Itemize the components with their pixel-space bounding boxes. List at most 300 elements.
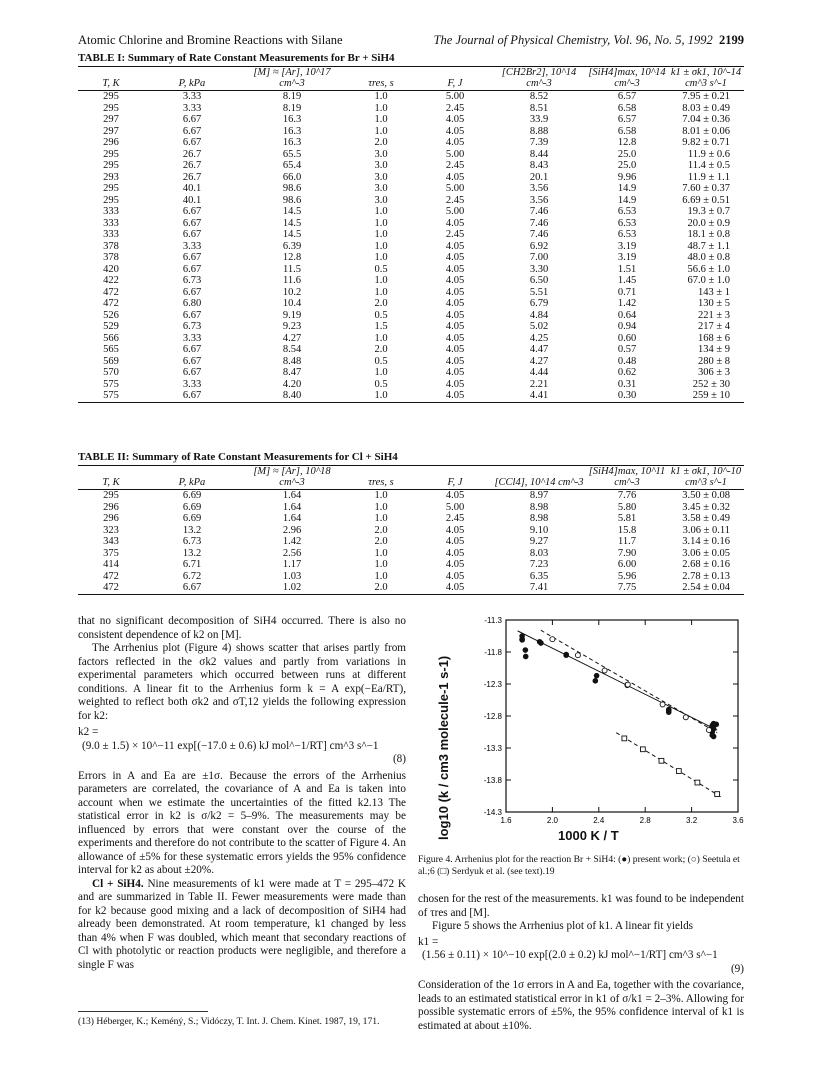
table-cell: 9.96 (617, 171, 637, 183)
table-cell: 6.73 (182, 321, 202, 332)
table-cell: 11.9 ± 0.6 (687, 148, 730, 160)
table2-col-sih4: [SiH4]max, 10^11 cm^-3 (586, 466, 668, 490)
table-cell: 4.84 (529, 309, 549, 321)
data-point-seetula (625, 682, 630, 687)
table-cell: 8.98 (529, 501, 549, 513)
table-row (78, 367, 744, 379)
table-cell: 4.47 (529, 344, 549, 355)
table-cell: 168 ± 6 (697, 332, 730, 344)
table-cell: 4.05 (445, 570, 465, 582)
table-cell: 295 (103, 183, 119, 194)
table-cell: 4.05 (445, 298, 465, 309)
table-cell: 143 ± 1 (697, 286, 730, 298)
table-cell: 1.5 (374, 321, 388, 332)
paragraph: Errors in A and Ea are ±1σ. Because the errors of the Arrhenius parameters are correlated, the covariance of A and Ea is taken into account when we estimate the uncertainties of the fitted k2.13 The statistical error in k2 is σ/k2 = 5–9%. The measurements may be influenced by errors that were constant over the course of the experiments and therefore do not contribute to the scatter of Figure 4. An allowance of ±5% for these systematic errors yields the 95% confidence interval for k2 as about ±20%. (78, 769, 406, 876)
table-cell: 343 (103, 536, 119, 547)
table-cell: 2.45 (445, 229, 465, 240)
y-tick-label: -13.3 (483, 744, 502, 753)
table-cell: 323 (103, 524, 119, 536)
y-tick-label: -11.3 (484, 616, 502, 625)
table1-col-tau: τres, s (344, 67, 418, 91)
table-cell: 11.4 ± 0.5 (687, 160, 730, 171)
table-cell: 7.00 (529, 252, 549, 263)
table-cell: 295 (103, 160, 119, 171)
table-cell: 6.50 (529, 275, 549, 286)
table-row (78, 103, 744, 115)
figure-4-caption: Figure 4. Arrhenius plot for the reaction Br + SiH4: (●) present work; (○) Seetula et al.;6 (□) Serdyuk et al. (see text).19 (418, 854, 740, 877)
table-cell: 4.05 (445, 263, 465, 275)
table-cell: 6.67 (182, 125, 202, 137)
table-cell: 20.0 ± 0.9 (687, 217, 730, 229)
table-cell: 378 (103, 252, 119, 263)
table-cell: 26.7 (182, 148, 202, 160)
table-cell: 3.0 (374, 194, 388, 206)
table-cell: 16.3 (282, 125, 302, 137)
table-cell: 2.45 (445, 513, 465, 524)
table-cell: 1.64 (282, 501, 302, 513)
y-tick-label: -13.8 (483, 776, 502, 785)
table-cell: 6.57 (617, 91, 637, 102)
table-cell: 8.51 (529, 102, 549, 114)
table-cell: 66.0 (282, 171, 302, 183)
left-column (78, 615, 406, 972)
table-cell: 4.05 (445, 114, 465, 125)
table-row (78, 195, 744, 207)
paragraph: Consideration of the 1σ errors in A and Ea, together with the covariance, leads to an estimated statistical error in k1 of σ/k1 = 2–3%. Allowing for possible systematic errors of ±5%, the 95% confidence interval of k1 is estimated at about ±10%. (418, 979, 744, 1032)
table-cell: 4.05 (445, 559, 465, 570)
table-cell: 6.73 (182, 536, 202, 547)
table-cell: 2.0 (344, 582, 418, 594)
table-cell: 14.5 (282, 206, 302, 217)
table-cell: 3.06 ± 0.11 (682, 524, 730, 536)
table-row (78, 149, 744, 161)
table-cell: 4.05 (445, 309, 465, 321)
table-cell: 529 (103, 321, 119, 332)
table-cell: 569 (103, 355, 119, 367)
y-tick-label: -14.3 (483, 808, 502, 817)
table-cell: 296 (103, 513, 119, 524)
equation-8: (9.0 ± 1.5) × 10^−11 exp[(−17.0 ± 0.6) kJ mol^−1/RT] cm^3 s^−1 (82, 739, 379, 752)
table-cell: 422 (103, 275, 119, 286)
y-tick-label: -12.8 (483, 712, 502, 721)
table-cell: 40.1 (182, 183, 202, 194)
table2-col-m: [M] ≈ [Ar], 10^18 cm^-3 (240, 466, 344, 490)
table-cell: 3.19 (617, 240, 637, 252)
table-cell: 2.68 ± 0.16 (682, 559, 730, 570)
right-column (418, 893, 744, 1033)
table-cell: 6.80 (182, 298, 202, 309)
fit-line (616, 733, 720, 797)
table-cell: 333 (103, 206, 119, 217)
table-cell: 7.39 (529, 137, 549, 148)
table-cell: 6.53 (617, 217, 637, 229)
table-cell: 4.05 (445, 536, 465, 547)
table-cell: 33.9 (529, 114, 549, 125)
table-cell: 252 ± 30 (692, 378, 730, 390)
table-cell: 6.00 (617, 559, 637, 570)
table-cell: 98.6 (282, 183, 302, 194)
table-cell: 1.0 (374, 367, 388, 378)
table-cell: 3.0 (374, 160, 388, 171)
table-cell: 4.05 (445, 524, 465, 536)
table-cell: 4.05 (445, 275, 465, 286)
table-cell: 1.0 (374, 240, 388, 252)
table-cell: 333 (103, 229, 119, 240)
table-cell: 4.05 (445, 378, 465, 390)
table-cell: 8.01 ± 0.06 (682, 125, 730, 137)
table-cell: 3.56 (529, 194, 549, 206)
table-cell: 2.56 (282, 547, 302, 559)
table-cell: 2.54 ± 0.04 (668, 582, 744, 594)
footnote-rule (78, 1011, 208, 1012)
running-header-right (418, 33, 744, 48)
table2-caption: TABLE II: Summary of Rate Constant Measurements for Cl + SiH4 (78, 451, 398, 463)
table-cell: 6.67 (182, 286, 202, 298)
table-cell: 11.9 ± 1.1 (687, 171, 730, 183)
table-row (78, 183, 744, 195)
table-cell: 1.0 (374, 559, 388, 570)
table-cell: 6.71 (182, 559, 202, 570)
table-cell: 6.67 (182, 137, 202, 148)
data-point-present-work (563, 652, 569, 658)
table-cell: 575 (78, 390, 144, 402)
table-row (78, 490, 744, 502)
table1-col-m: [M] ≈ [Ar], 10^17 cm^-3 (240, 67, 344, 91)
table-cell: 6.72 (182, 570, 202, 582)
table-cell: 1.02 (240, 582, 344, 594)
page-number: 2199 (719, 33, 744, 47)
table-cell: 6.67 (182, 344, 202, 355)
table-cell: 7.76 (617, 490, 637, 501)
table-cell: 11.7 (618, 536, 636, 547)
table-cell: 5.96 (617, 570, 637, 582)
table-cell: 1.0 (374, 114, 388, 125)
table-cell: 6.67 (182, 252, 202, 263)
table-cell: 25.0 (617, 160, 637, 171)
table-cell: 11.6 (283, 275, 301, 286)
table-cell: 4.05 (445, 321, 465, 332)
table-cell: 10.4 (282, 298, 302, 309)
table-cell: 293 (103, 171, 119, 183)
table1-caption: TABLE I: Summary of Rate Constant Measurements for Br + SiH4 (78, 52, 395, 64)
table-row (78, 160, 744, 172)
table-cell: 4.05 (445, 355, 465, 367)
table-cell: 7.41 (492, 582, 586, 594)
table-cell: 6.69 (182, 490, 202, 501)
table-cell: 3.56 (529, 183, 549, 194)
table-cell: 2.21 (529, 378, 549, 390)
table-cell: 8.54 (282, 344, 302, 355)
table-cell: 1.0 (374, 490, 388, 501)
table-cell: 2.78 ± 0.13 (682, 570, 730, 582)
y-tick-label: -11.8 (484, 648, 502, 657)
table-cell: 5.51 (529, 286, 549, 298)
table-cell: 7.04 ± 0.36 (682, 114, 730, 125)
table-cell: 565 (103, 344, 119, 355)
table-cell: 1.45 (617, 275, 637, 286)
table-cell: 9.27 (529, 536, 549, 547)
data-point-serdyuk (622, 736, 627, 741)
table-cell: 295 (103, 91, 119, 102)
table-cell: 420 (103, 263, 119, 275)
table-row (78, 275, 744, 287)
table-cell: 6.58 (617, 102, 637, 114)
table-cell: 2.96 (282, 524, 302, 536)
table-cell: 19.3 ± 0.7 (687, 206, 730, 217)
data-point-serdyuk (640, 747, 645, 752)
table-cell: 6.67 (144, 390, 240, 402)
table-row (78, 241, 744, 253)
table-row (78, 582, 744, 594)
x-tick-label: 2.0 (546, 816, 558, 825)
table2-col-precursor: [CCl4], 10^14 cm^-3 (492, 466, 586, 490)
table-row (78, 333, 744, 345)
footnote: (13) Héberger, K.; Keméný, S.; Vidóczy, T. Int. J. Chem. Kinet. 1987, 19, 171. (78, 1016, 380, 1027)
table-cell: 6.67 (182, 367, 202, 378)
table-cell: 6.67 (182, 309, 202, 321)
table-cell: 414 (103, 559, 119, 570)
table-cell: 1.0 (374, 206, 388, 217)
table-cell: 280 ± 8 (697, 355, 730, 367)
table-cell: 7.95 ± 0.21 (682, 91, 730, 102)
equation-9: (1.56 ± 0.11) × 10^−10 exp[(2.0 ± 0.2) kJ mol^−1/RT] cm^3 s^−1 (422, 949, 718, 961)
table-row (78, 298, 744, 310)
figure-4 (418, 612, 744, 852)
table-cell: 296 (103, 137, 119, 148)
table-row (78, 525, 744, 537)
table-cell: 0.94 (617, 321, 637, 332)
table-cell: 6.67 (182, 114, 202, 125)
table-cell: 3.33 (182, 378, 202, 390)
table-cell: 98.6 (282, 194, 302, 206)
table-cell: 4.44 (529, 367, 549, 378)
table-cell: 8.98 (529, 513, 549, 524)
table-cell: 8.52 (529, 91, 549, 102)
table1-col-k: k1 ± σk1, 10^-14 cm^3 s^-1 (668, 67, 744, 91)
table-cell: 3.33 (182, 240, 202, 252)
table-cell: 6.79 (529, 298, 549, 309)
table-cell: 295 (103, 148, 119, 160)
table-cell: 6.67 (182, 229, 202, 240)
table1-col-pressure: P, kPa (144, 67, 240, 91)
table-cell: 4.05 (445, 332, 465, 344)
table-cell: 0.64 (617, 309, 637, 321)
equation-9-lhs: k1 = (418, 935, 439, 948)
table-cell: 8.47 (282, 367, 302, 378)
table-cell: 5.00 (445, 91, 465, 102)
table-row (78, 114, 744, 126)
table-cell: 5.80 (617, 501, 637, 513)
table-cell: 3.45 ± 0.32 (682, 501, 730, 513)
table-cell: 8.97 (529, 490, 549, 501)
table-cell: 5.00 (445, 206, 465, 217)
table-cell: 67.0 ± 1.0 (687, 275, 730, 286)
table-cell: 333 (103, 217, 119, 229)
table-cell: 14.9 (617, 194, 637, 206)
paragraph: chosen for the rest of the measurements. k1 was found to be independent of τres and [M]. (418, 893, 744, 919)
table-cell: 3.30 (529, 263, 549, 275)
table-cell: 4.05 (445, 367, 465, 378)
table-cell: 3.19 (617, 252, 637, 263)
table-row (78, 502, 744, 514)
table-cell: 6.67 (182, 206, 202, 217)
table-row (78, 126, 744, 138)
table-cell: 1.0 (374, 501, 388, 513)
table-cell: 8.19 (282, 91, 302, 102)
x-tick-label: 3.6 (732, 816, 744, 825)
table-cell: 8.88 (529, 125, 549, 137)
table-cell: 1.51 (617, 263, 637, 275)
table-cell: 4.25 (529, 332, 549, 344)
table-cell: 13.2 (182, 547, 202, 559)
table2-header-row (78, 466, 744, 490)
table1-col-precursor: [CH2Br2], 10^14 cm^-3 (492, 67, 586, 91)
table2 (78, 465, 744, 595)
section-run-in-head: Cl + SiH4. (92, 877, 144, 890)
table-cell: 575 (103, 378, 119, 390)
table-row (78, 137, 744, 149)
x-tick-label: 1.6 (500, 816, 512, 825)
table-cell: 6.73 (182, 275, 202, 286)
table-cell: 8.40 (240, 390, 344, 402)
table-cell: 472 (103, 570, 119, 582)
equation-9-number: (9) (730, 962, 744, 975)
table-cell: 1.0 (374, 252, 388, 263)
table-cell: 6.67 (144, 582, 240, 594)
table-cell: 3.33 (182, 332, 202, 344)
y-axis-label: log10 (k / cm3 molecule-1 s-1) (436, 655, 451, 840)
table-cell: 56.6 ± 1.0 (687, 263, 730, 275)
table-row (78, 390, 744, 402)
table-cell: 9.23 (282, 321, 302, 332)
table-cell: 0.48 (617, 355, 637, 367)
table-cell: 7.46 (529, 217, 549, 229)
table-cell: 6.53 (617, 206, 637, 217)
table-cell: 2.45 (445, 102, 465, 114)
table-cell: 134 ± 9 (697, 344, 730, 355)
table-cell: 297 (103, 114, 119, 125)
table-cell: 65.5 (282, 148, 302, 160)
table-cell: 378 (103, 240, 119, 252)
table-cell: 3.06 ± 0.05 (682, 547, 730, 559)
table-cell: 40.1 (182, 194, 202, 206)
table1-col-temp: T, K (78, 67, 144, 91)
data-point-seetula (707, 728, 712, 733)
table-cell: 2.45 (445, 194, 465, 206)
table-cell: 3.0 (374, 171, 388, 183)
data-point-serdyuk (676, 769, 681, 774)
table-cell: 48.0 ± 0.8 (687, 252, 730, 263)
table-cell: 5.00 (445, 183, 465, 194)
paragraph: Figure 5 shows the Arrhenius plot of k1. A linear fit yields (432, 920, 694, 932)
table-cell: 0.5 (374, 378, 388, 390)
table-cell: 4.05 (445, 490, 465, 501)
table-cell: 1.0 (374, 570, 388, 582)
table-cell: 5.00 (445, 501, 465, 513)
table1-body (78, 91, 744, 403)
table1-col-f: F, J (418, 67, 492, 91)
table-row (78, 321, 744, 333)
table-cell: 4.05 (445, 171, 465, 183)
table-cell: 4.05 (418, 582, 492, 594)
data-point-serdyuk (695, 780, 700, 785)
paragraph: that no significant decomposition of SiH4 occurred. There is also no consistent dependence of k2 on [M]. (78, 615, 406, 641)
table-cell: 7.46 (529, 206, 549, 217)
table-row (78, 264, 744, 276)
table-cell: 259 ± 10 (668, 390, 744, 402)
table-cell: 0.5 (374, 263, 388, 275)
table-cell: 6.69 ± 0.51 (682, 194, 730, 206)
table-cell: 8.44 (529, 148, 549, 160)
table-cell: 3.33 (182, 102, 202, 114)
table-row (78, 206, 744, 218)
journal-citation: The Journal of Physical Chemistry, Vol. 96, No. 5, 1992 (433, 33, 713, 47)
table-cell: 296 (103, 501, 119, 513)
table-row (78, 571, 744, 583)
table-row (78, 548, 744, 560)
table-cell: 5.81 (617, 513, 637, 524)
table-cell: 295 (103, 490, 119, 501)
table-cell: 6.39 (282, 240, 302, 252)
table-cell: 130 ± 5 (697, 298, 730, 309)
table-cell: 1.0 (374, 217, 388, 229)
table-cell: 3.50 ± 0.08 (682, 490, 730, 501)
table-cell: 3.14 ± 0.16 (682, 536, 730, 547)
table-cell: 13.2 (182, 524, 202, 536)
table-cell: 1.0 (374, 275, 388, 286)
table-cell: 6.58 (617, 125, 637, 137)
table-cell: 221 ± 3 (697, 309, 730, 321)
table-row (78, 536, 744, 548)
table-cell: 2.45 (445, 160, 465, 171)
table-cell: 7.23 (529, 559, 549, 570)
table-cell: 0.5 (374, 309, 388, 321)
table-cell: 295 (103, 194, 119, 206)
table-cell: 4.05 (445, 547, 465, 559)
data-point-present-work (594, 673, 600, 679)
table-cell: 9.19 (282, 309, 302, 321)
data-point-present-work (523, 654, 529, 660)
table-cell: 0.60 (617, 332, 637, 344)
table2-body (78, 490, 744, 595)
table-cell: 5.02 (529, 321, 549, 332)
table-row (78, 559, 744, 571)
paragraph: Nine measurements of k1 were made at T = 295–472 K and are summarized in Table II. Fewer measurements were made than for k2 because good mixing and a lack of decomposition of SiH4 had already been demonstrated. At room temperature, k1 changed by less than 4% when F was doubled, which meant that secondary reactions of Cl with photolytic or reaction products were negligible, and therefore a single F was (78, 877, 406, 971)
table-cell: 8.03 (529, 547, 549, 559)
table-cell: 0.71 (617, 286, 637, 298)
y-tick-label: -12.3 (483, 680, 502, 689)
table-cell: 6.69 (182, 513, 202, 524)
data-point-present-work (666, 709, 672, 715)
table-cell: 0.31 (617, 378, 637, 390)
table2-col-temp: T, K (78, 466, 144, 490)
table-cell: 12.8 (282, 252, 302, 263)
table-row (78, 379, 744, 391)
table-row (78, 344, 744, 356)
table-cell: 18.1 ± 0.8 (687, 229, 730, 240)
data-point-present-work (523, 647, 529, 653)
table-cell: 4.05 (445, 344, 465, 355)
table-cell: 6.67 (182, 263, 202, 275)
data-point-seetula (575, 653, 580, 658)
x-tick-label: 2.4 (593, 816, 605, 825)
table-cell: 3.58 ± 0.49 (682, 513, 730, 524)
table-cell: 0.5 (374, 355, 388, 367)
table-cell: 8.03 ± 0.49 (682, 102, 730, 114)
table-cell: 570 (103, 367, 119, 378)
table-cell: 1.0 (374, 286, 388, 298)
table2-col-tau: τres, s (344, 466, 418, 490)
